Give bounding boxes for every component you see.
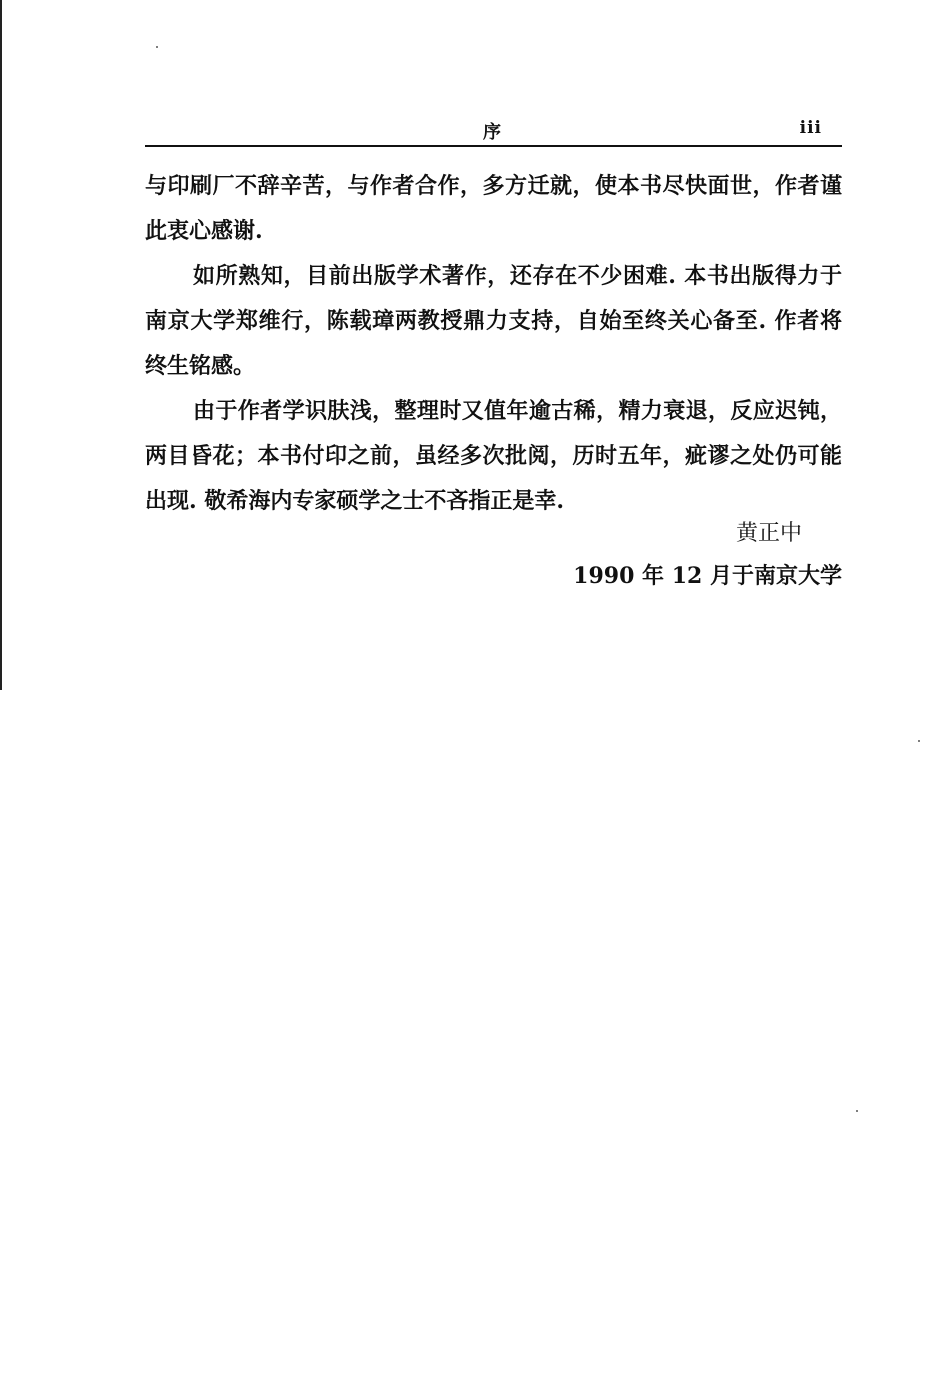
scan-speck bbox=[918, 740, 920, 742]
paragraph: 由于作者学识肤浅，整理时又值年逾古稀，精力衰退，反应迟钝，两目昏花；本书付印之前，虽经多次批阅，历时五年，疵谬之处仍可能出现. 敬希海内专家硕学之士不吝指正是幸. bbox=[145, 398, 842, 514]
scan-speck bbox=[156, 46, 158, 48]
paragraph-continued: 与印刷厂不辞辛苦，与作者合作，多方迁就，使本书尽快面世，作者谨此衷心感谢. bbox=[145, 173, 842, 244]
page-number: iii bbox=[799, 118, 822, 138]
author-name: 黄正中 bbox=[735, 521, 802, 546]
header-rule bbox=[145, 145, 842, 147]
scan-speck bbox=[856, 1110, 858, 1112]
preface-body bbox=[145, 164, 842, 524]
running-head bbox=[145, 118, 840, 144]
paragraph: 如所熟知，目前出版学术著作，还存在不少困难. 本书出版得力于南京大学郑维行，陈载璋两教授鼎力支持，自始至终关心备至. 作者将终生铭感。 bbox=[145, 263, 842, 379]
date-place-line: 1990 年 12 月于南京大学 bbox=[573, 563, 842, 589]
signature-block bbox=[573, 520, 842, 590]
section-title: 序 bbox=[483, 122, 501, 143]
page-edge-shadow bbox=[0, 0, 2, 690]
